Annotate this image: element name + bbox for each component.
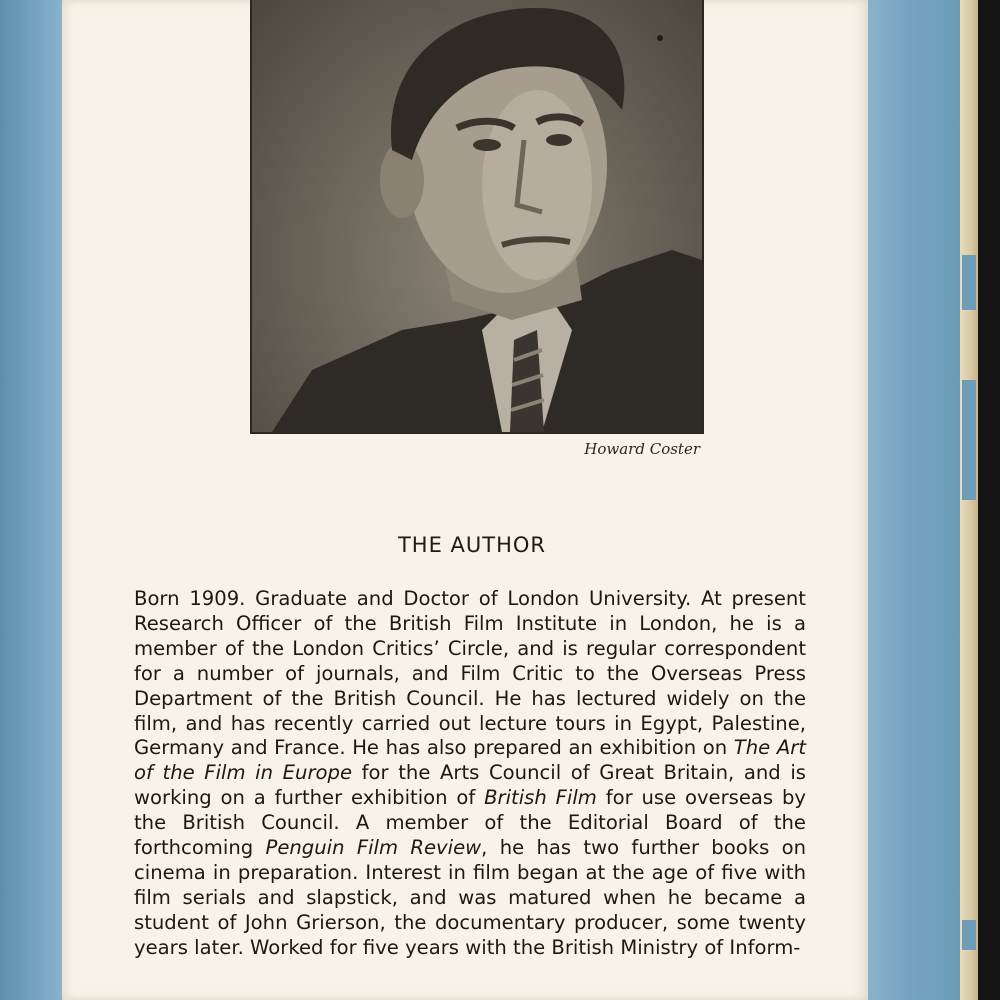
bio-text: for the Arts Council of Great Britain, and is working on a further exhibition of [134, 761, 806, 810]
photo-credit: Howard Coster [584, 440, 700, 458]
page-edge-shadow [978, 0, 1000, 1000]
bio-title-british-film: British Film [484, 786, 597, 810]
book-cover-left [0, 0, 62, 1000]
author-portrait-illustration [252, 0, 702, 432]
spine-mark [962, 380, 976, 500]
author-photo [250, 0, 704, 434]
book-cover-right [868, 0, 960, 1000]
bio-text: , he has two further books on cinema in preparation. Interest in film began at the age of five with film serials and slapstick, and was matured when he became a student of John Grierson, the documentary producer, some twenty years later. Worked for five years with the British Ministry of Inform- [134, 836, 806, 959]
spine-mark [962, 920, 976, 950]
bio-title-penguin-film-review: Penguin Film Review [265, 836, 482, 860]
book-spine [960, 0, 978, 1000]
spine-mark [962, 255, 976, 310]
bio-text: Born 1909. Graduate and Doctor of London University. At present Research Officer of the British Film Institute in London, he is a member of the London Critics’ Circle, and is regular correspondent for a number of journals, and Film Critic to the Overseas Press Department of the British Council. He has lectured widely on the film, and has recently carried out lecture tours in Egypt, Palestine, Germany and France. He has also prepared an exhibition on [134, 587, 806, 760]
bio-text: for use overseas by the British Council. A member of the Editorial Board of the forthcoming [134, 786, 806, 860]
bio-title-art-of-film: The Art of the Film in Europe [134, 736, 806, 785]
section-heading: THE AUTHOR [397, 533, 547, 557]
author-biography [134, 587, 806, 961]
